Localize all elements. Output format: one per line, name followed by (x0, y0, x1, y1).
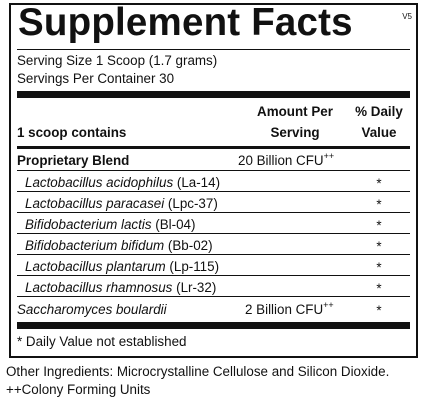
header-divider (17, 146, 410, 149)
contains-header: 1 scoop contains (17, 125, 127, 140)
ingredient-row (17, 172, 410, 192)
ingredient-name: Lactobacillus paracasei (Lpc-37) (25, 196, 218, 211)
bottom-thick-divider (17, 322, 410, 329)
ingredient-row (17, 193, 410, 213)
row-divider (17, 254, 410, 255)
proprietary-blend-amount: 20 Billion CFU++ (238, 151, 335, 168)
serving-size: Serving Size 1 Scoop (1.7 grams) (17, 53, 218, 68)
ingredient-name: Bifidobacterium lactis (Bl-04) (25, 217, 196, 232)
cfu-note: ++Colony Forming Units (6, 382, 151, 397)
ingredient-dv: * (376, 239, 382, 254)
row-divider (17, 170, 410, 171)
ingredient-dv: * (376, 218, 382, 233)
version-label: V5 (402, 12, 412, 21)
proprietary-blend-label: Proprietary Blend (17, 153, 130, 168)
ingredient-dv: * (376, 281, 382, 296)
saccharomyces-name: Saccharomyces boulardii (17, 302, 167, 317)
amount-header-line2: Serving (270, 125, 320, 140)
ingredient-row (17, 214, 410, 234)
ingredient-name: Lactobacillus rhamnosus (Lr-32) (25, 280, 217, 295)
other-ingredients: Other Ingredients: Microcrystalline Cellulose and Silicon Dioxide. (6, 364, 390, 379)
row-divider (17, 233, 410, 234)
row-divider (17, 275, 410, 276)
supplement-facts-panel (9, 3, 418, 358)
panel-title: Supplement Facts (18, 1, 353, 44)
ingredient-row (17, 235, 410, 255)
row-divider (17, 296, 410, 297)
servings-per-container: Servings Per Container 30 (17, 71, 175, 86)
daily-value-footnote: * Daily Value not established (17, 334, 187, 349)
ingredient-row (17, 256, 410, 276)
ingredient-dv: * (376, 260, 382, 275)
saccharomyces-amount: 2 Billion CFU++ (245, 300, 334, 317)
row-divider (17, 191, 410, 192)
saccharomyces-row (17, 299, 410, 319)
ingredient-dv: * (376, 197, 382, 212)
ingredient-row (17, 277, 410, 297)
row-divider (17, 212, 410, 213)
saccharomyces-dv: * (376, 303, 382, 318)
proprietary-blend-row (17, 151, 410, 171)
dv-header-line2: Value (361, 125, 397, 140)
amount-header-line1: Amount Per (257, 104, 333, 119)
ingredient-name: Lactobacillus plantarum (Lp-115) (25, 259, 220, 274)
title-divider (17, 49, 410, 50)
ingredient-dv: * (376, 176, 382, 191)
ingredient-name: Bifidobacterium bifidum (Bb-02) (25, 238, 213, 253)
ingredient-name: Lactobacillus acidophilus (La-14) (25, 175, 221, 190)
dv-header-line1: % Daily (355, 104, 403, 119)
thick-divider (17, 91, 410, 98)
